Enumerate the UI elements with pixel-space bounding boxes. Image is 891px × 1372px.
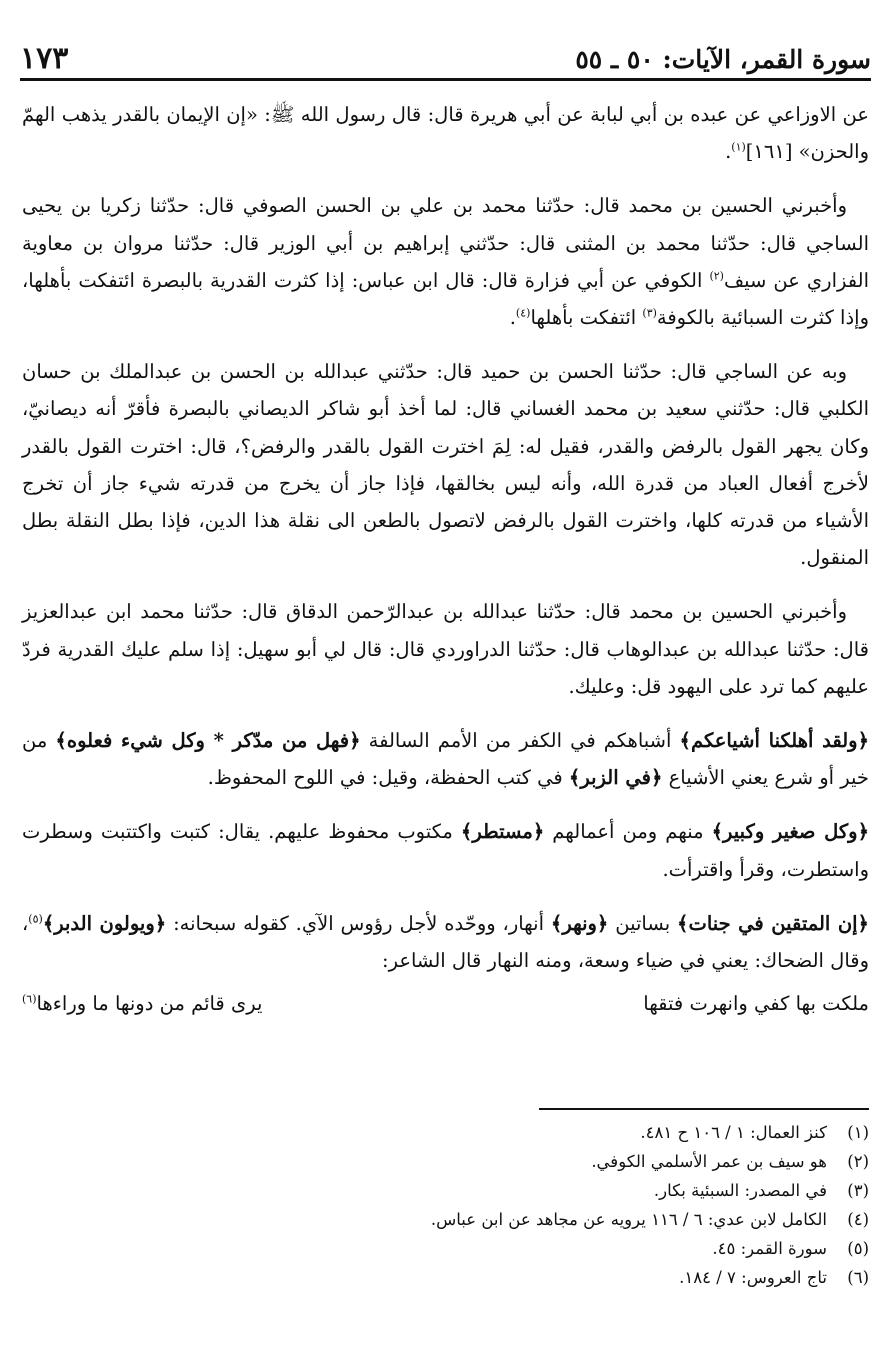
paragraph-text: منهم ومن أعمالهم (544, 820, 712, 844)
footnote-item (22, 1176, 869, 1205)
quran-quote: ﴿ونهر﴾ (550, 911, 609, 935)
footnote-text: تاج العروس: ٧ / ١٨٤. (679, 1268, 827, 1287)
footnote-text: هو سيف بن عمر الأسلمي الكوفي. (591, 1152, 827, 1171)
footnote-text: كنز العمال: ١ / ١٠٦ ح ٤٨١. (640, 1123, 827, 1142)
footnote-number: (٦) (847, 1268, 869, 1287)
poetry-verse (22, 985, 869, 1022)
paragraph-text: ائتفكت بأهلها (530, 306, 643, 330)
verse-second-hemistich (22, 985, 262, 1022)
paragraph-text: وبه عن الساجي قال: حدّثنا الحسن بن حميد قال: حدّثني عبدالله بن الحسن بن عبدالملك بن حسان الكلبي قال: حدّثني سعيد بن محمد الغساني قال: لما أخذ أبو شاكر الديصاني بالبصرة فأقرّ أنه ديصانيّ، وكان يجهر القول بالرفض والقدر، فقيل له: لِمَ اخترت القول بالقدر والرفض؟، قال: اخترت القول بالقدر لأخرج أفعال العباد من قدرة الله، وأنه ليس بخالقها، فإذا جاز أن يخرج من قدرته شيء جاز أن تخرج الأشياء من قدرته كلها، واخترت القول بالرفض لاتصول بالطعن الى نقلة هذا الدين، فإذا بطل النقلة بطل المنقول. (22, 360, 869, 570)
footnote-text: في المصدر: السبئية بكار. (653, 1181, 827, 1200)
footnote-item (22, 1263, 869, 1292)
page-header (20, 30, 871, 81)
footnote-ref: (٥) (28, 912, 43, 926)
paragraph-text: وأخبرني الحسين بن محمد قال: حدّثنا عبدالله بن عبدالرّحمن الدقاق قال: حدّثنا محمد ابن عبدالعزيز قال: حدّثنا عبدالله بن عبدالوهاب قال: حدّثنا الدراوردي قال: قال لي أبو سهيل: إذا سلم عليك القدرية فردّ عليهم كما ترد على اليهود قل: وعليك. (22, 600, 869, 698)
footnote-ref: (٣) (642, 306, 657, 320)
paragraph-end: . (509, 306, 516, 330)
paragraph-ibn-abbas (22, 187, 869, 336)
paragraph-hadith (22, 96, 869, 170)
main-text (22, 96, 869, 1022)
paragraph-text: بساتين (608, 911, 678, 935)
footnotes (22, 1118, 869, 1292)
paragraph-text: مكتوب محفوظ عليهم. يقال: كتبت واكتتبت وسطرت واستطرت، وقرأ واقترأت. (22, 820, 869, 881)
paragraph-text: في كتب الحفظة، وقيل: في اللوح المحفوظ. (207, 766, 569, 790)
paragraph-abu-suhail (22, 593, 869, 705)
footnote-number: (٤) (847, 1210, 869, 1229)
paragraph-verse-51-52 (22, 722, 869, 796)
footnote-ref: (٤) (515, 306, 531, 320)
verse-first-hemistich: ملكت بها كفي وانهرت فتقها (643, 992, 869, 1016)
paragraph-text: الكوفي عن أبي فزارة قال: قال ابن عباس: إذا كثرت القدرية بالبصرة ائتفكت بأهلها، وإذا كثرت السبائية بالكوفة (22, 268, 869, 330)
footnote-item (22, 1147, 869, 1176)
footnote-item (22, 1205, 869, 1234)
quran-quote: ﴿وكل صغير وكبير﴾ (711, 820, 869, 844)
quran-quote: ﴿في الزبر﴾ (568, 766, 663, 790)
footnote-text: الكامل لابن عدي: ٦ / ١١٦ يرويه عن مجاهد عن ابن عباس. (430, 1210, 827, 1229)
paragraph-verse-53 (22, 813, 869, 887)
footnote-number: (٣) (847, 1181, 869, 1200)
paragraph-daysani (22, 353, 869, 576)
quran-quote: ﴿إن المتقين في جنات﴾ (677, 911, 869, 935)
page-number: ١٧٣ (20, 41, 69, 76)
footnote-item (22, 1118, 869, 1147)
verse-text: يرى قائم من دونها ما وراءها (36, 992, 263, 1016)
footnote-number: (٥) (847, 1239, 869, 1258)
paragraph-text: ، وقال الضحاك: يعني في ضياء وسعة، ومنه النهار قال الشاعر: (22, 911, 869, 973)
footnote-number: (٢) (847, 1152, 869, 1171)
footnote-ref: (٢) (709, 269, 724, 283)
paragraph-end: . (725, 140, 732, 164)
quran-quote: ﴿ولقد أهلكنا أشياعكم﴾ (679, 729, 869, 753)
paragraph-text: من خير أو شرع يعني الأشياع (22, 729, 869, 790)
running-title: سورة القمر، الآيات: ٥٠ ـ ٥٥ (575, 45, 871, 74)
paragraph-verse-54 (22, 905, 869, 979)
footnote-separator (539, 1108, 869, 1110)
paragraph-text: وأخبرني الحسين بن محمد قال: حدّثنا محمد بن علي بن الحسن الصوفي قال: حدّثنا زكريا بن يحيى الساجي قال: حدّثنا محمد بن المثنى قال: حدّثني إبراهيم بن أبي الوزير قال: حدّثنا مروان بن معاوية الفزاري عن سيف (22, 194, 869, 292)
paragraph-text: أنهار، ووحّده لأجل رؤوس الآي. كقوله سبحانه: (166, 911, 551, 935)
footnote-ref: (١) (731, 140, 746, 154)
footnote-item (22, 1234, 869, 1263)
footnote-number: (١) (847, 1123, 869, 1142)
footnote-text: سورة القمر: ٤٥. (712, 1239, 827, 1258)
quran-quote: ﴿فهل من مدّكر * وكل شيء فعلوه﴾ (55, 729, 361, 753)
paragraph-text: أشباهكم في الكفر من الأمم السالفة (360, 729, 680, 753)
quran-quote: ﴿ويولون الدبر﴾ (42, 911, 167, 935)
quran-quote: ﴿مستطر﴾ (460, 820, 545, 844)
footnote-ref: (٦) (22, 992, 37, 1006)
paragraph-text: عن الاوزاعي عن عبده بن أبي لبابة عن أبي هريرة قال: قال رسول الله ﷺ: «إن الإيمان بالقدر يذهب الهمّ والحزن» [١٦١] (22, 103, 869, 164)
